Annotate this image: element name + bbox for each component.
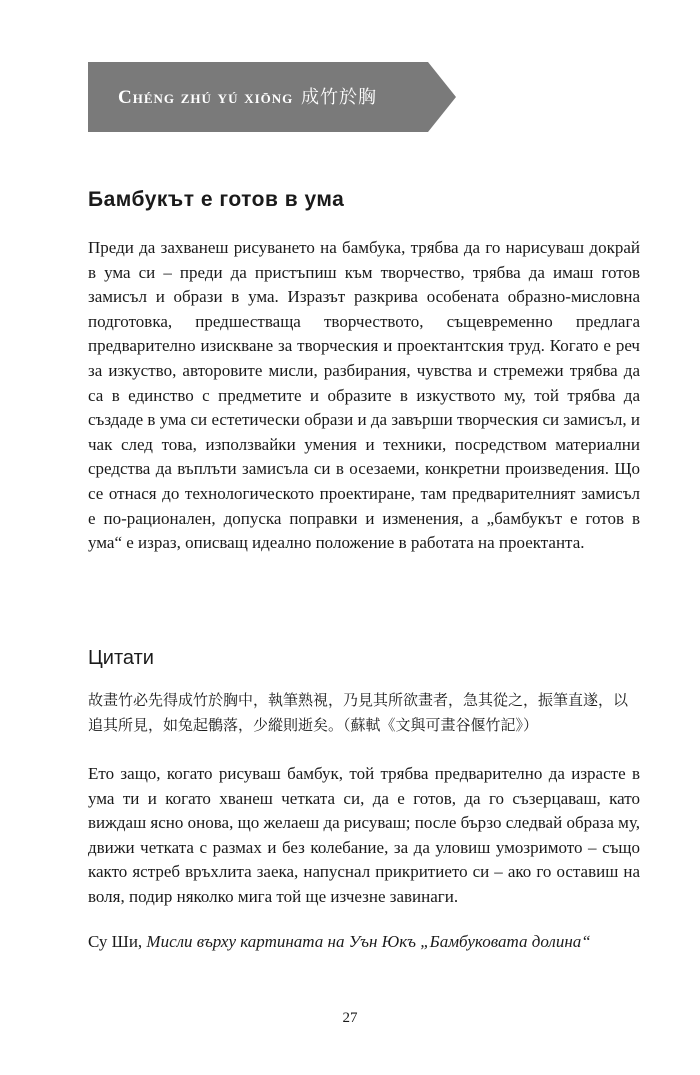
quote-attribution	[88, 932, 648, 952]
banner-hanzi: 成竹於胸	[301, 87, 378, 108]
section-title: Бамбукът е готов в ума	[88, 188, 345, 211]
attribution-work: Мисли върху картината на Уън Юкъ „Бамбуковата долина“	[146, 932, 591, 951]
page-number: 27	[342, 1010, 358, 1026]
banner-title	[118, 83, 377, 109]
body-paragraph: Преди да захванеш рисуването на бамбука, трябва да го нарисуваш докрай в ума си – преди да пристъпиш към творчество, трябва да имаш готов замисъл и образи в ума. Изразът разкрива особената образно-мисловна подготовка, предшестваща творчеството, същевременно предлага предварително изискване за творческия и проектантския труд. Когато е реч за изкуство, авторовите мисли, разбирания, чувства и стремежи трябва да са в единство с предметите и образите в изкуството му, той трябва да създаде в ума си естетически образи и да завърши творческия си замисъл, и чак след това, използвайки умения и техники, посредством материални средства да въплъти замисъла си в осезаеми, конкретни произведения. Що се отнася до технологическото проектиране, там предварителният замисъл е по-рационален, допуска поправки и изменения, а „бамбукът е готов в ума“ е израз, описващ идеално положение в работата на проектанта.	[88, 238, 640, 553]
quote-translation: Ето защо, когато рисуваш бамбук, той трябва предварително да израсте в ума ти и когато хванеш четката си, да е готов, да го съзерцаваш, като виждаш ясно онова, що желаеш да рисуваш; после бързо следвай образа му, движи четката с размах и без колебание, за да уловиш умозримото – също както ястреб връхлита заека, напуснал прикритието си – ако го оставиш на воля, подир няколко мига той ще изчезне завинаги.	[88, 764, 640, 906]
citations-heading: Цитати	[88, 647, 154, 669]
chinese-quote: 故畫竹必先得成竹於胸中，執筆熟視，乃見其所欲畫者，急其從之，振筆直遂，以追其所見，如兔起鶻落，少縱則逝矣。（蘇軾《文與可畫谷偃竹記》）	[88, 691, 629, 734]
banner-pinyin: Chéng zhú yú xiōng	[118, 87, 294, 108]
attribution-author: Су Ши,	[88, 932, 143, 951]
chapter-banner	[88, 62, 500, 132]
